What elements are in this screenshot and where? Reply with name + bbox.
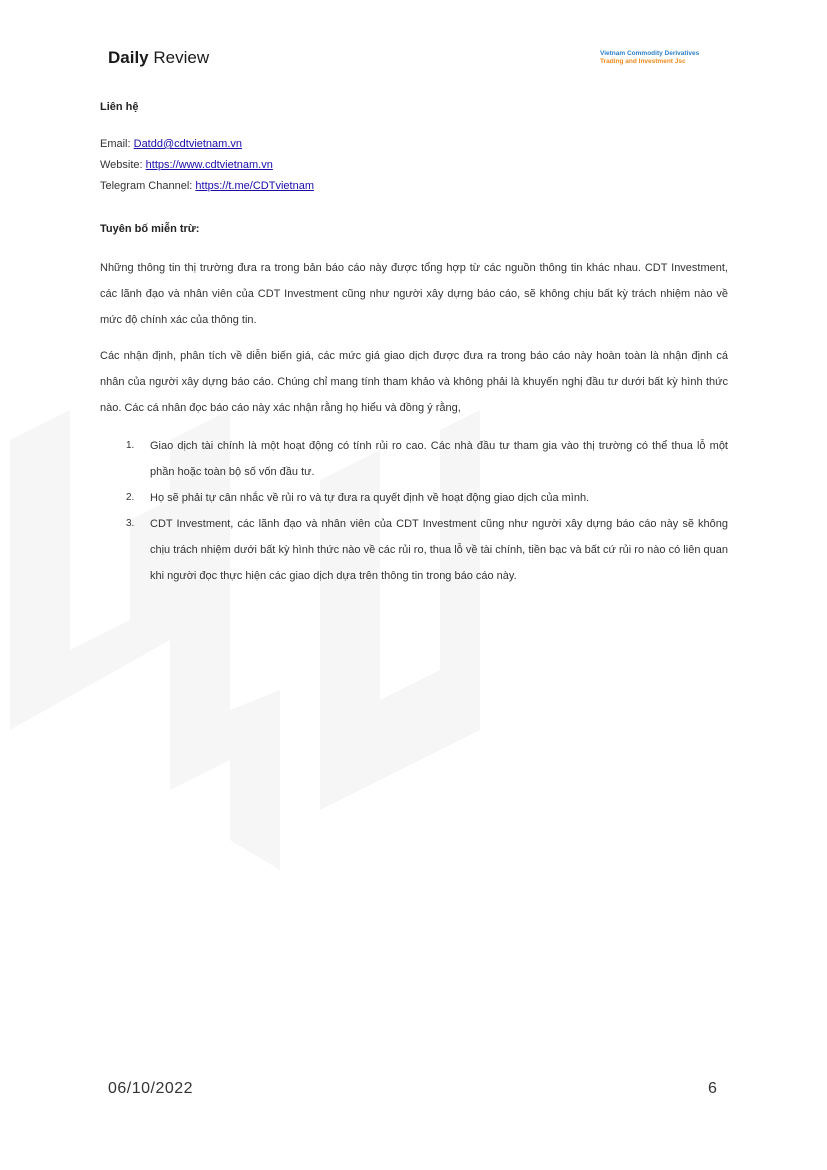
list-item-text: CDT Investment, các lãnh đạo và nhân viên của CDT Investment cũng như người xây dựng báo cáo này sẽ không chịu trách nhiệm dưới bất kỳ hình thức nào về các rủi ro, thua lỗ về tài chính, tiền bạc và bất cứ rủi ro nào có liên quan khi người đọc thực hiện các giao dịch dựa trên thông tin trong báo cáo này. [150,518,728,582]
contact-heading: Liên hệ [100,101,139,113]
footer-date: 06/10/2022 [108,1080,194,1097]
list-item-number: 3. [126,518,135,529]
website-label: Website: [100,159,146,171]
page-number: 6 [708,1080,717,1097]
disclaimer-heading: Tuyên bố miễn trừ: [100,223,200,235]
website-link[interactable]: https://www.cdtvietnam.vn [145,159,273,171]
email-link[interactable]: Datdd@cdtvietnam.vn [133,138,243,150]
company-name-line1: Vietnam Commodity Derivatives [600,50,700,57]
list-item [100,433,728,485]
disclaimer-list [100,433,728,589]
company-logo-text [600,50,699,66]
company-name-line2: Trading and Investment Jsc [600,58,686,65]
report-title-rest: Review [153,48,210,67]
list-item-text: Họ sẽ phải tự cân nhắc về rủi ro và tự đưa ra quyết định về hoạt động giao dịch của mình. [150,492,590,504]
telegram-link[interactable]: https://t.me/CDTvietnam [195,180,314,192]
telegram-line [100,179,314,193]
email-label: Email: [100,138,134,150]
website-line [100,158,273,172]
report-title [108,48,209,68]
telegram-label: Telegram Channel: [100,180,196,192]
list-item-number: 1. [126,440,135,451]
list-item-text: Giao dịch tài chính là một hoạt động có tính rủi ro cao. Các nhà đầu tư tham gia vào thị trường có thể thua lỗ một phần hoặc toàn bộ số vốn đầu tư. [150,440,728,478]
email-line [100,137,242,151]
disclaimer-paragraph-1: Những thông tin thị trường đưa ra trong bản báo cáo này được tổng hợp từ các nguồn thông tin khác nhau. CDT Investment, các lãnh đạo và nhân viên của CDT Investment cũng như người xây dựng báo cáo, sẽ không chịu bất kỳ trách nhiệm nào về mức độ chính xác của thông tin. [100,262,728,326]
disclaimer-paragraph-2: Các nhận định, phân tích về diễn biến giá, các mức giá giao dịch được đưa ra trong báo cáo này hoàn toàn là nhận định cá nhân của người xây dựng báo cáo. Chúng chỉ mang tính tham khảo và không phải là khuyến nghị đầu tư dưới bất kỳ hình thức nào. Các cá nhân đọc báo cáo này xác nhận rằng họ hiểu và đồng ý rằng, [100,350,728,414]
list-item-number: 2. [126,492,135,503]
list-item [100,485,728,511]
list-item [100,511,728,589]
report-title-bold: Daily [108,48,149,67]
